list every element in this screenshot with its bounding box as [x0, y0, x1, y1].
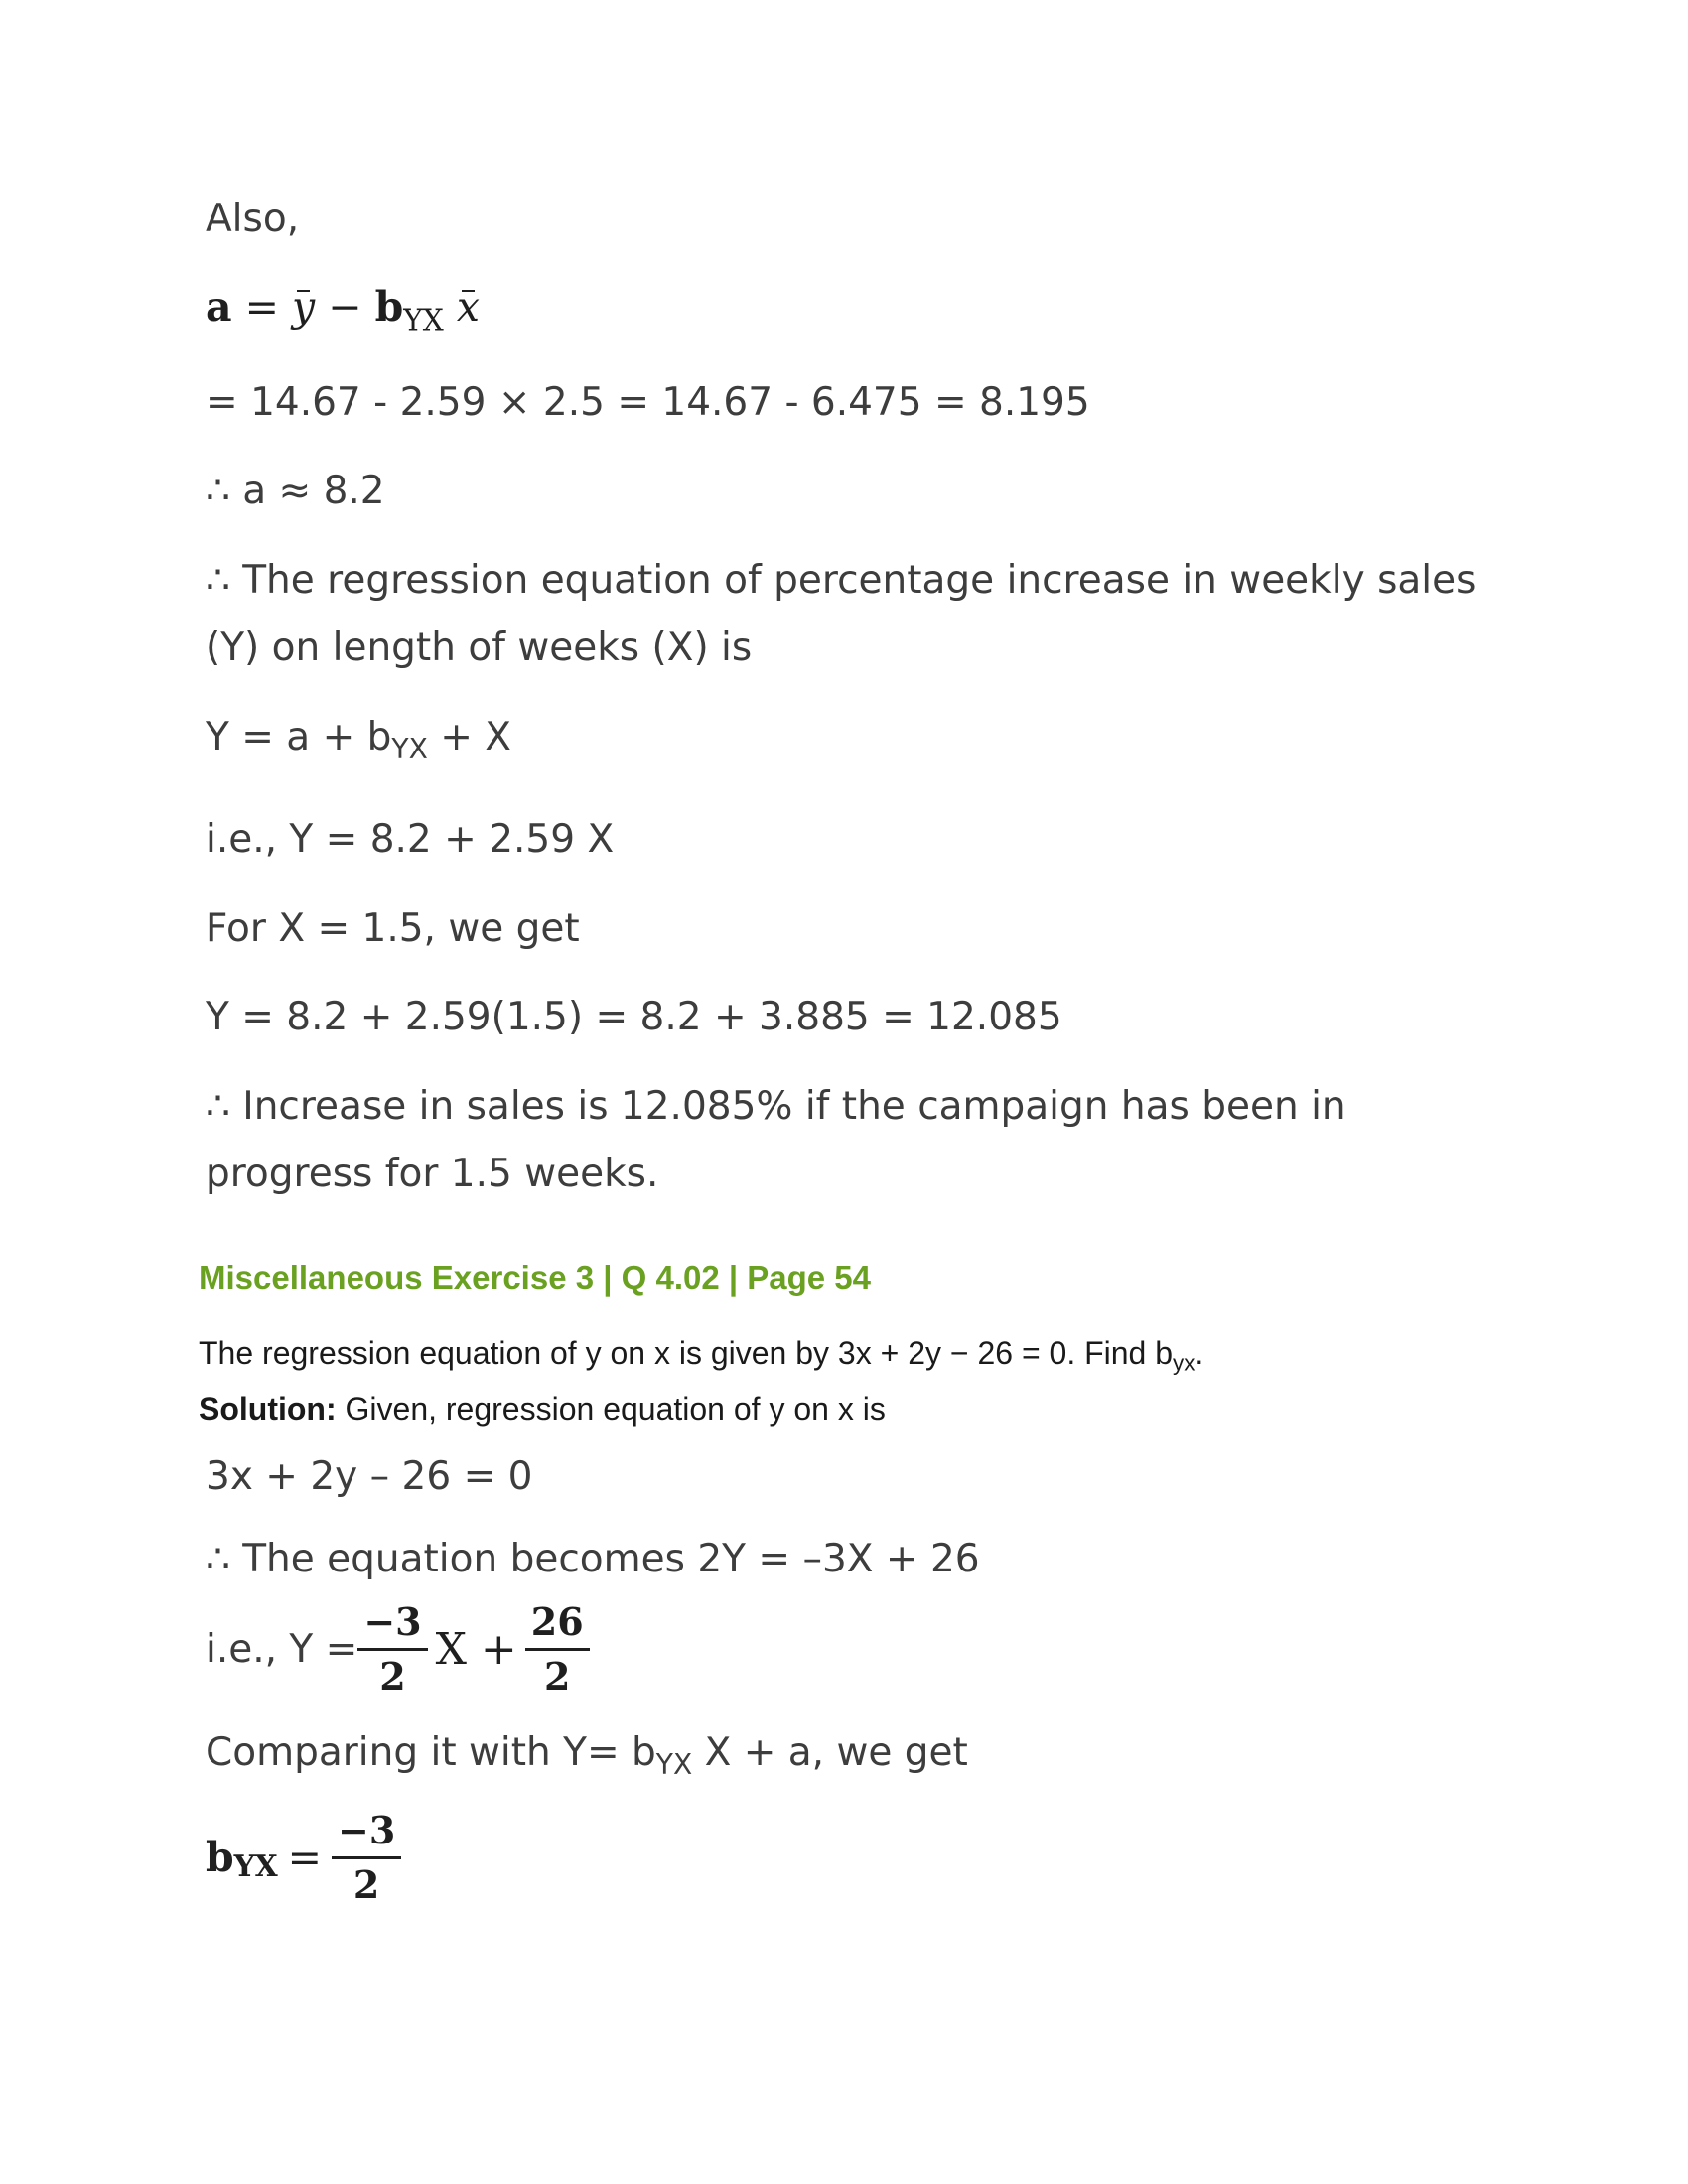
formula-equals: =	[231, 283, 292, 331]
result-fraction	[332, 1808, 401, 1907]
general-eq-post: + X	[427, 715, 512, 759]
result-subscript: YX	[233, 1847, 278, 1883]
comparing-pre: Comparing it with Y= b	[206, 1730, 656, 1775]
ie-label: i.e., Y =	[206, 1626, 358, 1672]
formula-minus: −	[315, 283, 375, 331]
fraction-numerator: −3	[357, 1602, 427, 1651]
comparing-subscript: YX	[655, 1747, 693, 1781]
general-equation	[206, 715, 511, 765]
result-b: b	[206, 1834, 234, 1882]
question-text	[199, 1335, 1203, 1377]
intercept-calculation: = 14.67 - 2.59 × 2.5 = 14.67 - 6.475 = 8.195	[206, 380, 1090, 425]
fraction-numerator: 26	[525, 1602, 590, 1651]
fraction-26-over-2	[525, 1599, 590, 1699]
solution-text: Given, regression equation of y on x is	[336, 1391, 886, 1427]
solution-line	[199, 1391, 886, 1428]
fraction-numerator: −3	[332, 1811, 401, 1859]
question-post: .	[1195, 1335, 1204, 1371]
fraction-minus-3-over-2	[357, 1599, 427, 1699]
also-text: Also,	[206, 197, 300, 241]
formula-b: b	[374, 283, 404, 331]
question-subscript: yx	[1173, 1350, 1196, 1376]
general-eq-subscript: YX	[391, 732, 428, 765]
x-plus: X +	[435, 1623, 517, 1675]
y-calculation: Y = 8.2 + 2.59(1.5) = 8.2 + 3.885 = 12.085	[206, 995, 1062, 1039]
solution-label: Solution:	[199, 1391, 337, 1427]
exercise-heading[interactable]: Miscellaneous Exercise 3 | Q 4.02 | Page 54	[199, 1259, 872, 1296]
result-equation	[206, 1808, 401, 1907]
formula-b-subscript: YX	[403, 303, 444, 338]
intercept-formula	[206, 283, 480, 337]
result-equals: =	[287, 1834, 323, 1882]
formula-x-bar: x	[456, 283, 480, 331]
question-pre: The regression equation of y on x is given by 3x + 2y − 26 = 0. Find b	[199, 1335, 1174, 1371]
fraction-equation	[206, 1599, 590, 1699]
general-eq-pre: Y = a + b	[206, 715, 392, 759]
comparing-post: X + a, we get	[692, 1730, 968, 1775]
fraction-denominator: 2	[379, 1653, 406, 1699]
fraction-denominator: 2	[352, 1861, 380, 1907]
conclusion-line-1: ∴ Increase in sales is 12.085% if the campaign has been in	[206, 1084, 1346, 1129]
comparing-line	[206, 1730, 968, 1781]
formula-a: a	[206, 283, 232, 331]
ie-equation: i.e., Y = 8.2 + 2.59 X	[206, 817, 615, 862]
for-x-text: For X = 1.5, we get	[206, 906, 580, 951]
fraction-denominator: 2	[544, 1653, 571, 1699]
given-equation: 3x + 2y – 26 = 0	[206, 1454, 533, 1499]
intercept-approx: ∴ a ≈ 8.2	[206, 469, 385, 513]
therefore-line-1: ∴ The regression equation of percentage increase in weekly sales	[206, 558, 1477, 603]
formula-y-bar: y	[292, 283, 316, 331]
conclusion-line-2: progress for 1.5 weeks.	[206, 1152, 659, 1196]
therefore-line-2: (Y) on length of weeks (X) is	[206, 625, 753, 670]
equation-becomes: ∴ The equation becomes 2Y = –3X + 26	[206, 1537, 980, 1581]
